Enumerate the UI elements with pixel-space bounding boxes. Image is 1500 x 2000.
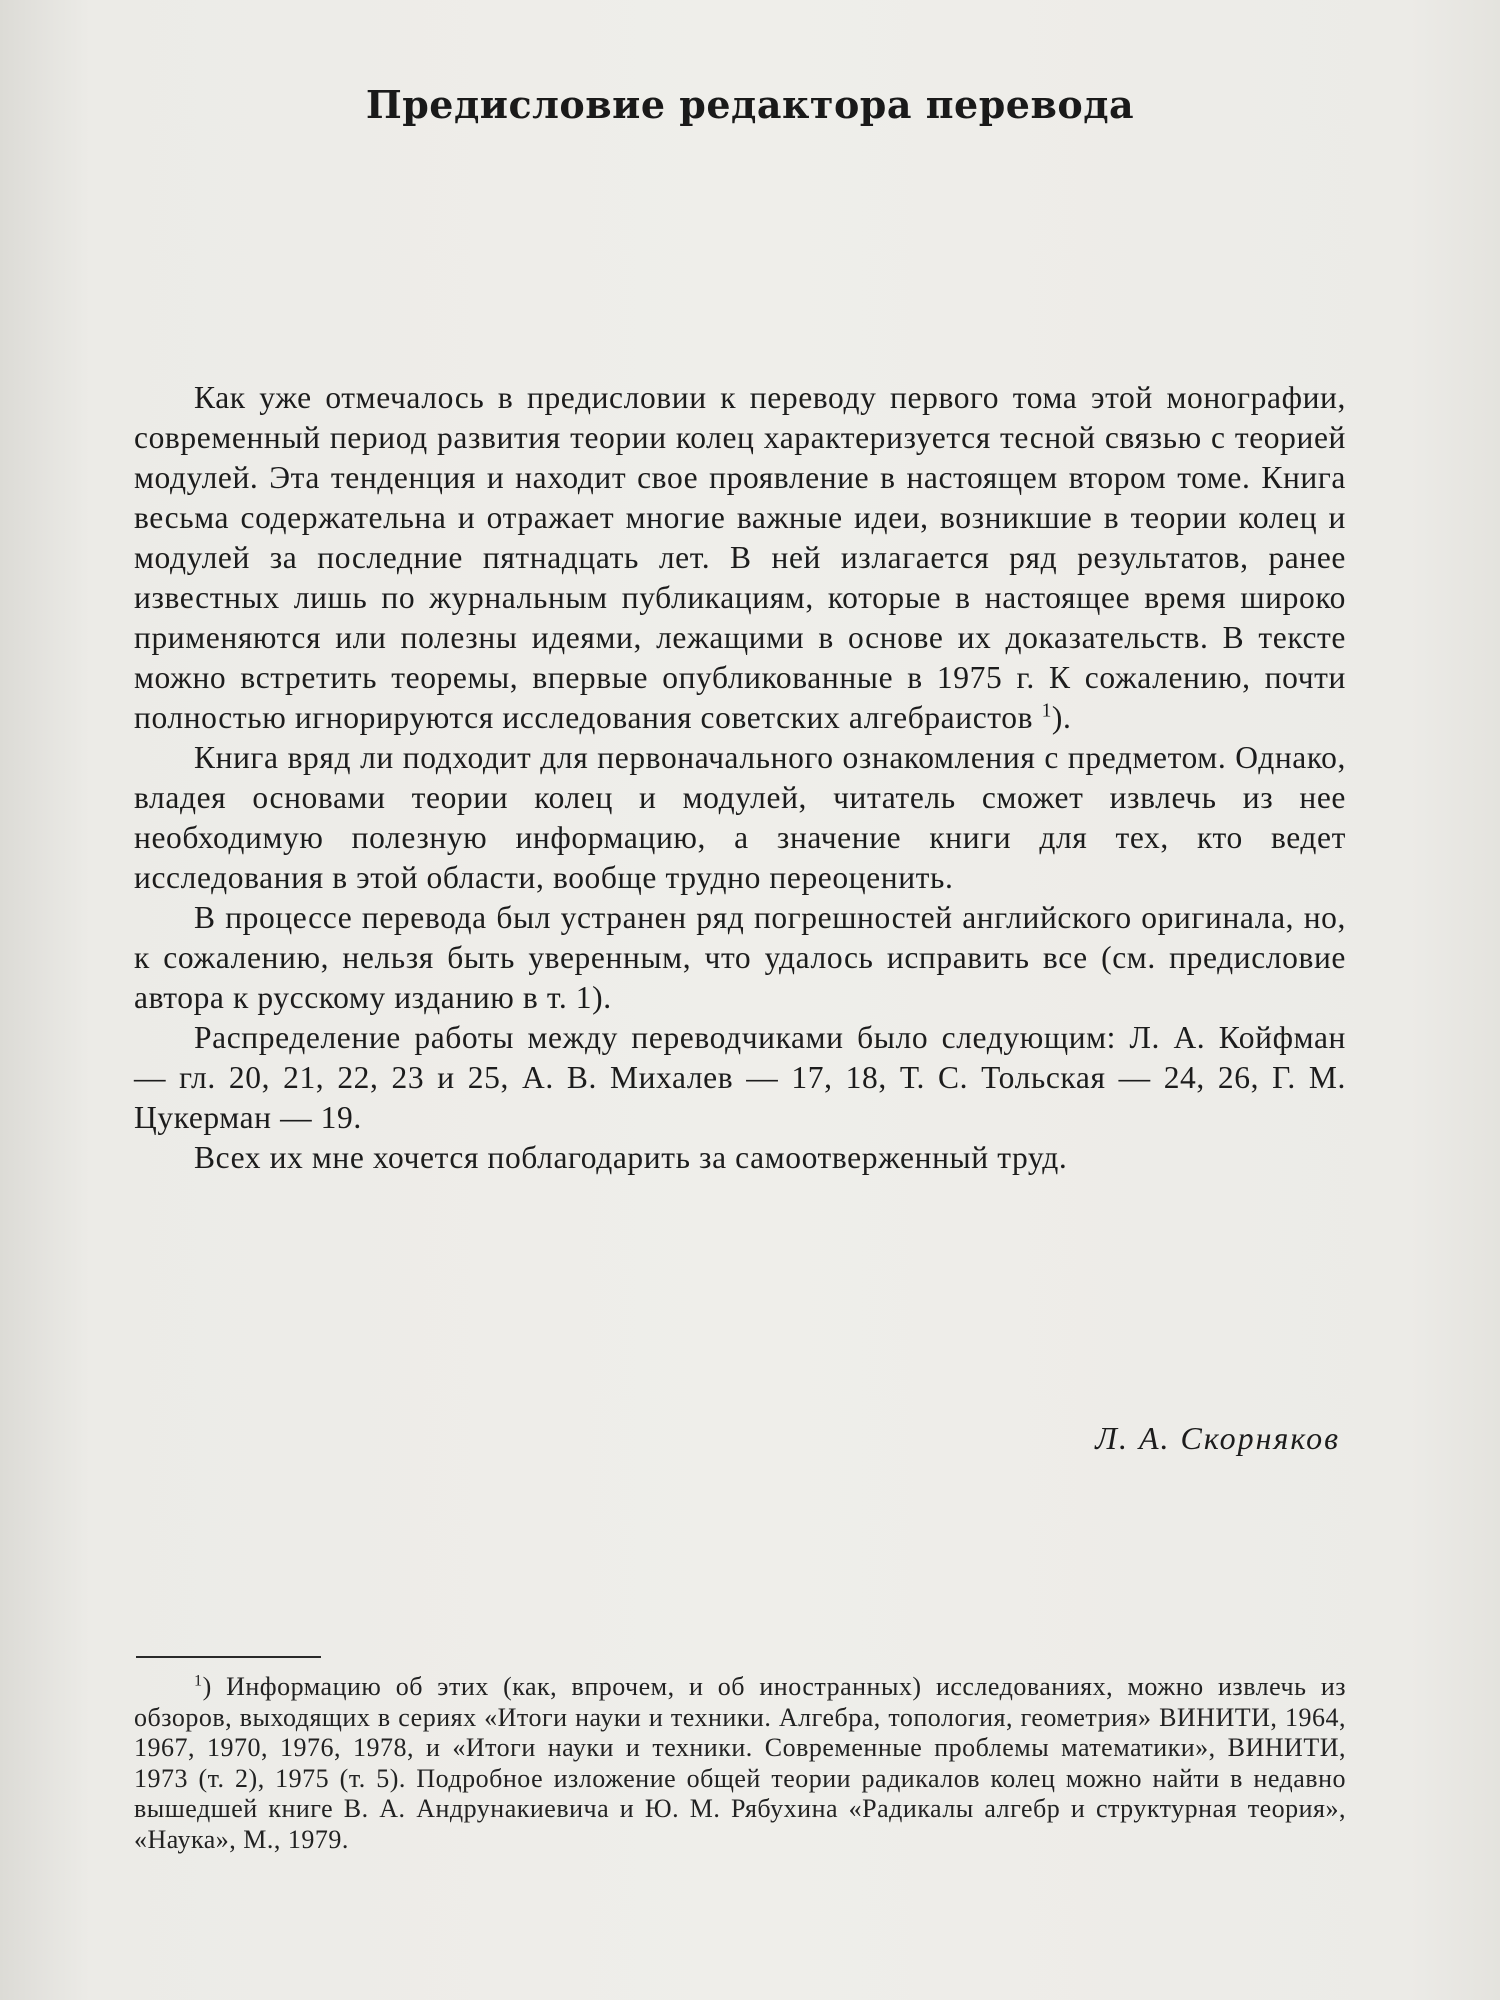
preface-body [134,378,1346,1178]
paragraph-2: Книга вряд ли подходит для первоначального ознакомления с предметом. Однако, владея основами теории колец и модулей, читатель сможет извлечь из нее необходимую полезную информацию, а значение книги для тех, кто ведет исследования в этой области, вообще трудно переоценить. [134,740,1346,895]
footnote-mark-tail: ) [202,1672,212,1701]
footnote-mark: 1 [194,1672,203,1690]
paragraph-4: Распределение работы между переводчиками было следующим: Л. А. Койфман — гл. 20, 21, 22, 23 и 25, А. В. Михалев — 17, 18, Т. С. Тольская — 24, 26, Г. М. Цукерман — 19. [134,1020,1346,1135]
paragraph-1-tail: ). [1051,700,1072,735]
signature: Л. А. Скорняков [1095,1420,1340,1456]
paragraph-3: В процессе перевода был устранен ряд погрешностей английского оригинала, но, к сожалению, нельзя быть уверенным, что удалось исправить все (см. предисловие автора к русскому изданию в т. 1). [134,900,1346,1015]
page-title: Предисловие редактора перевода [365,82,1135,127]
footnote-divider [136,1656,321,1658]
footnote [134,1672,1346,1855]
paragraph-1 [134,378,1346,738]
paragraph-5: Всех их мне хочется поблагодарить за самоотверженный труд. [194,1140,1068,1175]
paragraph-1-text: Как уже отмечалось в предисловии к переводу первого тома этой монографии, современный период развития теории колец характеризуется тесной связью с теорией модулей. Эта тенденция и находит свое проявление в настоящем втором томе. Книга весьма содержательна и отражает многие важные идеи, возникшие в теории колец и модулей за последние пятнадцать лет. В ней излагается ряд результатов, ранее известных лишь по журнальным публикациям, которые в настоящее время широко применяются или полезны идеями, лежащими в основе их доказательств. В тексте можно встретить теоремы, впервые опубликованные в 1975 г. К сожалению, почти полностью игнорируются исследования советских алгебраистов [134,380,1346,735]
footnote-text: Информацию об этих (как, впрочем, и об иностранных) исследованиях, можно извлечь из обзоров, выходящих в сериях «Итоги науки и техники. Алгебра, топология, геометрия» ВИНИТИ, 1964, 1967, 1970, 1976, 1978, и «Итоги науки и техники. Современные проблемы математики», ВИНИТИ, 1973 (т. 2), 1975 (т. 5). Подробное изложение общей теории радикалов колец можно найти в недавно вышедшей книге В. А. Андрунакиевича и Ю. М. Рябухина «Радикалы алгебр и структурная теория», «Наука», М., 1979. [134,1672,1346,1854]
footnote-reference: 1 [1041,700,1052,722]
